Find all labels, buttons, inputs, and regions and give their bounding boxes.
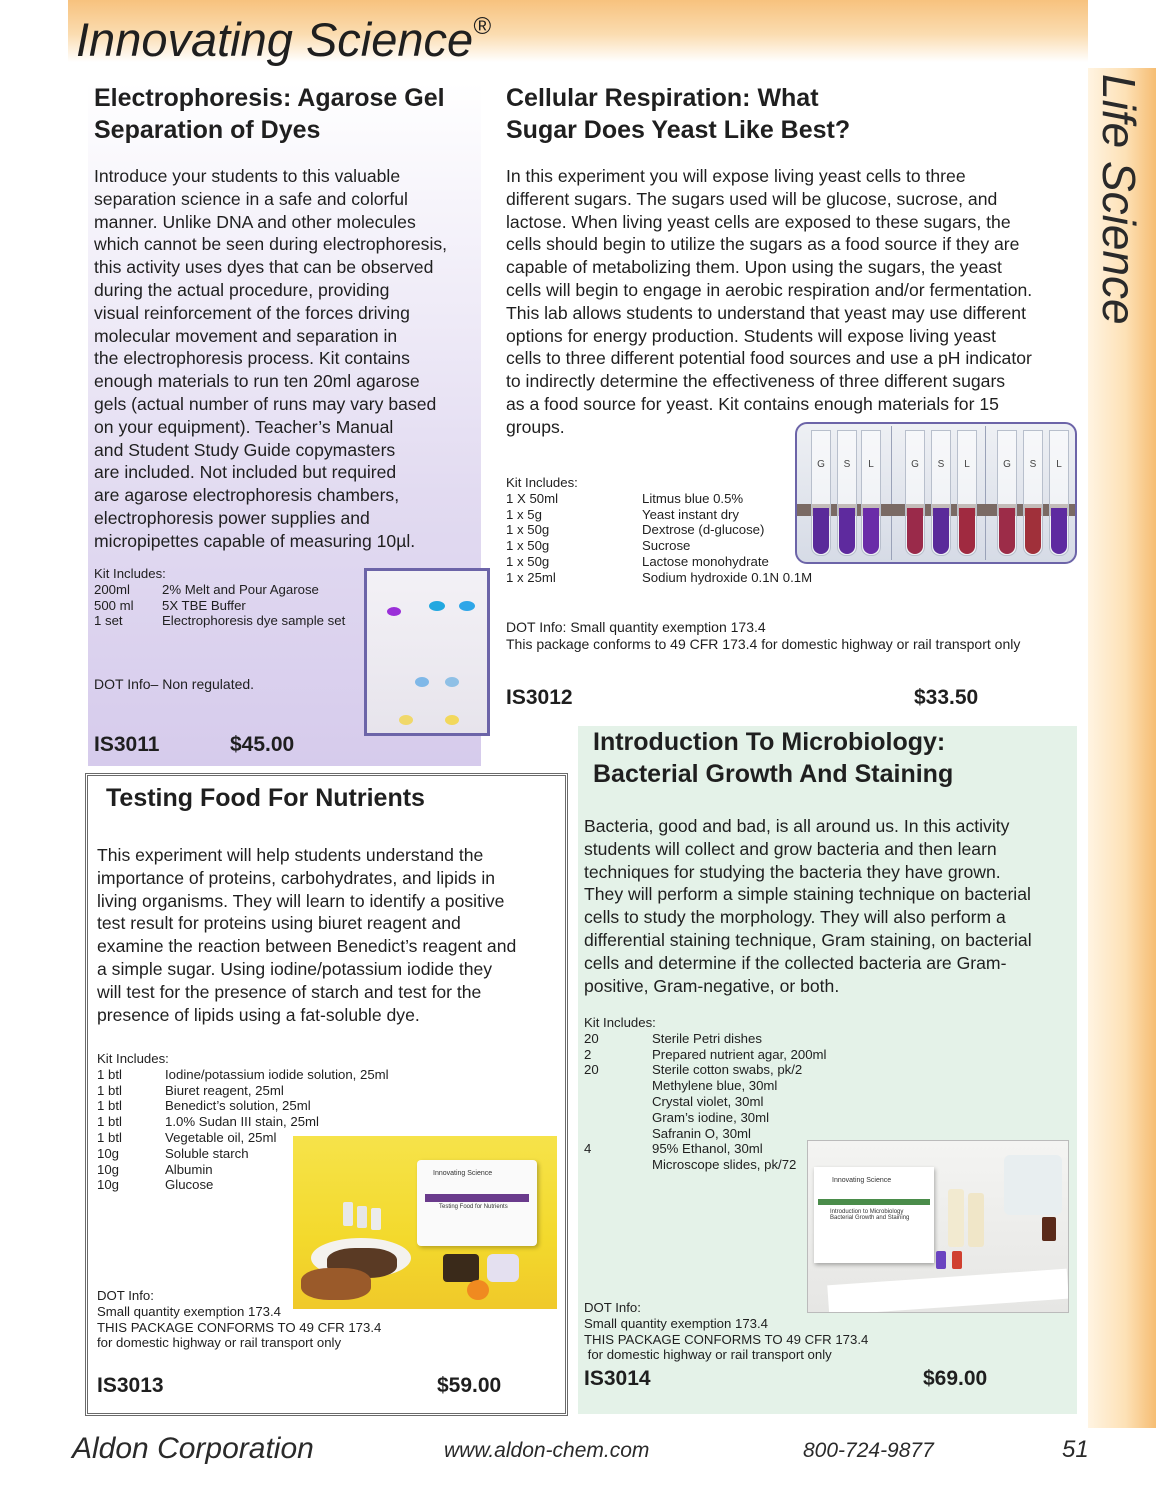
tube-rack-divider <box>891 426 892 560</box>
kit-item-name: Electrophoresis dye sample set <box>162 613 346 629</box>
kit-box-stripe <box>818 1199 930 1205</box>
kit-item-qty: 1 x 50g <box>506 553 550 569</box>
microbiology-code: IS3014 <box>584 1367 651 1390</box>
microbiology-price: $69.00 <box>923 1367 988 1390</box>
kit-item-qty: 1 btl <box>97 1066 122 1082</box>
description-line: will test for the presence of starch and test for the <box>97 981 482 1002</box>
test-tube <box>957 430 977 556</box>
kit-item-qty: 1 btl <box>97 1114 122 1130</box>
kit-item <box>94 582 364 598</box>
kit-item-name: Sucrose <box>642 538 691 554</box>
tube-liquid <box>863 508 879 554</box>
tube-liquid <box>1025 508 1041 554</box>
kit-item <box>506 570 826 586</box>
tube-liquid <box>959 508 975 554</box>
electrophoresis-price: $45.00 <box>230 733 295 756</box>
footer-phone: 800-724-9877 <box>803 1439 934 1462</box>
kit-item-name: 95% Ethanol, 30ml <box>652 1141 763 1157</box>
description-line: are included. Not included but required <box>94 462 397 483</box>
gel-dye-spot <box>429 601 445 611</box>
description-line: cells and determine if the collected bacteria are Gram- <box>584 952 1007 973</box>
description-line: cells should begin to utilize the sugars as a food source if they are <box>506 234 1020 255</box>
description-line: importance of proteins, carbohydrates, and lipids in <box>97 867 496 888</box>
dot-info-line: DOT Info: <box>584 1300 641 1315</box>
yeast-tubes-photo <box>795 422 1077 564</box>
brand-title: Innovating Science® <box>76 13 491 66</box>
kit-item-qty <box>584 1157 652 1173</box>
kit-item-name: Crystal violet, 30ml <box>652 1093 764 1109</box>
description-line: cells to three different potential food sources and use a pH indicator <box>506 348 1032 369</box>
kit-item-name: Sterile cotton swabs, pk/2 <box>652 1062 803 1078</box>
dot-info-line: for domestic highway or rail transport only <box>97 1335 342 1351</box>
description-line: living organisms. They will learn to identify a positive <box>97 890 505 911</box>
respiration-dot-info: DOT Info: Small quantity exemption 173.4 This package conforms to 49 CFR 173.4 for domestic highway or rail transport only <box>506 619 1021 652</box>
kit-item-qty: 1 x 50g <box>506 538 550 554</box>
description-line: manner. Unlike DNA and other molecules <box>94 211 416 232</box>
kit-item-qty: 1 set <box>94 613 123 629</box>
kit-item-name: Biuret reagent, 25ml <box>165 1082 284 1098</box>
electrophoresis-dot-info: DOT Info– Non regulated. <box>94 676 255 692</box>
kit-item-qty: 1 btl <box>97 1098 122 1114</box>
kit-item-name: Sodium hydroxide 0.1N 0.1M <box>642 569 813 585</box>
kit-item-name: Albumin <box>165 1161 213 1177</box>
kit-item-qty: 200ml <box>94 581 130 597</box>
description-line: examine the reaction between Benedict’s reagent and <box>97 936 517 957</box>
tube-label: S <box>1029 459 1037 470</box>
kit-item-qty: 1 btl <box>97 1082 122 1098</box>
kit-item-name: Lactose monohydrate <box>642 553 769 569</box>
tube-label: G <box>1003 459 1011 470</box>
kit-item-qty: 1 btl <box>97 1129 122 1145</box>
tube-liquid <box>839 508 855 554</box>
tube-rack-divider <box>985 426 986 560</box>
description-line: different sugars. The sugars used will be glucose, sucrose, and <box>506 188 998 209</box>
kit-item-name: Yeast instant dry <box>642 506 740 522</box>
kit-item <box>97 1114 397 1130</box>
description-line: differential staining technique, Gram staining, on bacterial <box>584 929 1032 950</box>
nutrients-kit-photo <box>293 1136 557 1309</box>
dot-info-line: THIS PACKAGE CONFORMS TO 49 CFR 173.4 <box>584 1331 869 1347</box>
kit-item-name: Safranin O, 30ml <box>652 1125 751 1141</box>
description-line: options for energy production. Students will expose living yeast <box>506 325 996 346</box>
kit-item <box>584 1126 824 1142</box>
kit-item <box>506 554 826 570</box>
description-line: to indirectly determine the effectiveness of three different sugars <box>506 371 1006 392</box>
description-line: This experiment will help students understand the <box>97 845 484 865</box>
description-line: and Student Study Guide copymasters <box>94 439 396 460</box>
kit-item-qty <box>584 1110 652 1126</box>
description-line: cells to study the morphology. They will also perform a <box>584 907 1006 928</box>
kit-item-name: Dextrose (d-glucose) <box>642 522 765 538</box>
kit-box-title: Testing Food for Nutrients <box>439 1204 508 1210</box>
microbiology-title: Introduction To Microbiology: Bacterial Growth And Staining <box>593 728 954 788</box>
kit-item-qty: 4 <box>584 1141 592 1157</box>
respiration-kit: Kit Includes: 1 X 50ml Litmus blue 0.5% 1 x 5g Yeast instant dry 1 x 50g Dextrose (d-glucose) 1 x 50g Sucrose 1 x 50g Lactose monohydrate 1 x 25ml Sodium hydroxide 0.1N 0.1M <box>506 475 826 586</box>
kit-item-qty: 500 ml <box>94 597 134 613</box>
kit-item-qty: 10g <box>97 1145 120 1161</box>
dropper-bottle <box>357 1206 367 1228</box>
kit-item-qty: 1 x 25ml <box>506 569 556 585</box>
side-tab-label: Life Science <box>1093 74 1145 325</box>
kit-item-name: Benedict’s solution, 25ml <box>165 1098 311 1114</box>
nutrients-dot-info <box>97 1288 381 1351</box>
description-line: as a food source for yeast. Kit contains enough materials for 15 <box>506 393 999 414</box>
dot-info-line: Small quantity exemption 173.4 <box>584 1315 769 1331</box>
dropper-bottle <box>343 1202 353 1226</box>
microbiology-description <box>584 815 1072 997</box>
electrophoresis-kit: Kit Includes: 200ml 2% Melt and Pour Agarose 500 ml 5X TBE Buffer 1 set Electrophoresis dye sample set <box>94 566 364 629</box>
kit-item <box>584 1110 824 1126</box>
respiration-title: Cellular Respiration: What Sugar Does Yeast Like Best? <box>506 84 851 144</box>
microbiology-kit: Kit Includes: 20 Sterile Petri dishes 2 Prepared nutrient agar, 200ml 20 Sterile cotton swabs, pk/2 Methylene blue, 30ml Crystal violet, 30ml Gram’s iodine, 30ml Safranin O, 30ml 4 95% Ethanol, 30ml Microscope slides, pk/72 <box>584 1015 827 1173</box>
dropper-bottle <box>371 1208 381 1230</box>
kit-item-qty: 1 x 5g <box>506 506 542 522</box>
dot-info-line: DOT Info: <box>97 1288 154 1303</box>
kit-item-qty: 1 x 50g <box>506 522 550 538</box>
footer-company: Aldon Corporation <box>72 1432 314 1465</box>
test-tube <box>931 430 951 556</box>
nutrients-code: IS3013 <box>97 1374 164 1397</box>
kit-item <box>506 491 826 507</box>
tube-label: G <box>911 459 919 470</box>
tube-liquid <box>907 508 923 554</box>
stain-bottle <box>1042 1217 1056 1241</box>
gel-dye-spot <box>445 715 459 725</box>
kit-item <box>584 1062 824 1078</box>
electrophoresis-description <box>94 165 478 553</box>
dot-info-line: THIS PACKAGE CONFORMS TO 49 CFR 173.4 <box>97 1319 382 1335</box>
description-line: gels (actual number of runs may vary based <box>94 393 437 414</box>
agar-bottle <box>968 1193 984 1247</box>
kit-item <box>506 522 826 538</box>
kit-item <box>94 613 364 629</box>
tube-label: L <box>1056 459 1062 470</box>
description-line: this activity uses dyes that can be observed <box>94 257 434 278</box>
description-line: positive, Gram-negative, or both. <box>584 975 840 996</box>
stain-bottle <box>952 1251 962 1269</box>
test-tube <box>997 430 1017 556</box>
tube-label: L <box>964 459 970 470</box>
tube-label: L <box>868 459 874 470</box>
description-line: groups. <box>506 416 565 437</box>
nutrients-kit: Kit Includes: 1 btl Iodine/potassium iodide solution, 25ml 1 btl Biuret reagent, 25ml 1 btl Benedict’s solution, 25ml 1 btl 1.0% Sudan III stain, 25ml 1 btl Vegetable oil, 25ml 10g Soluble starch 10g Albumin 10g Glucose <box>97 1051 397 1193</box>
gel-dye-spot <box>459 601 475 611</box>
kit-item-qty: 20 <box>584 1030 599 1046</box>
respiration-description <box>506 165 1076 439</box>
microbiology-kit-photo <box>807 1140 1069 1313</box>
gel-dye-spot <box>399 715 413 725</box>
description-line: are agarose electrophoresis chambers, <box>94 485 400 506</box>
description-line: students will collect and grow bacteria and then learn <box>584 838 997 859</box>
kit-item-name: Glucose <box>165 1177 214 1193</box>
kit-box <box>814 1167 934 1263</box>
gel-photo <box>364 568 490 736</box>
kit-item <box>584 1094 824 1110</box>
gel-dye-spot <box>445 677 459 687</box>
nutrients-description <box>97 844 559 1026</box>
kit-item <box>97 1083 397 1099</box>
kit-item-name: Soluble starch <box>165 1145 249 1161</box>
kit-box-brand: Innovating Science <box>433 1170 493 1177</box>
tube-label: G <box>817 459 825 470</box>
kit-item-name: 5X TBE Buffer <box>162 597 246 613</box>
description-line: test result for proteins using biuret reagent and <box>97 913 461 934</box>
page-number: 51 <box>1062 1436 1089 1463</box>
description-line: which cannot be seen during electrophoresis, <box>94 234 448 255</box>
description-line: micropipettes capable of measuring 10µl. <box>94 530 416 551</box>
test-tube <box>811 430 831 556</box>
kit-item <box>506 538 826 554</box>
test-tube <box>861 430 881 556</box>
agar-bottle <box>948 1189 964 1247</box>
kit-item-qty: 2 <box>584 1046 592 1062</box>
kit-item-qty: 10g <box>97 1177 120 1193</box>
kit-item-qty: 1 X 50ml <box>506 490 559 506</box>
tube-liquid <box>999 508 1015 554</box>
test-tube <box>1049 430 1069 556</box>
description-line: lactose. When living yeast cells are exposed to these sugars, the <box>506 211 1011 232</box>
kit-item <box>584 1031 824 1047</box>
kit-item <box>584 1046 827 1063</box>
tube-label: S <box>843 459 851 470</box>
orange <box>467 1280 489 1300</box>
respiration-price: $33.50 <box>914 686 979 709</box>
microbiology-dot-info <box>584 1300 868 1363</box>
respiration-code: IS3012 <box>506 686 573 709</box>
kit-item <box>94 598 364 614</box>
kit-item <box>506 507 826 523</box>
kit-item-name: 1.0% Sudan III stain, 25ml <box>165 1114 319 1130</box>
test-tube <box>837 430 857 556</box>
description-line: the electrophoresis process. Kit contains <box>94 348 410 369</box>
kit-item-qty: 20 <box>584 1062 599 1078</box>
description-line: capable of metabolizing them. Upon using the sugars, the yeast <box>506 257 1002 278</box>
gel-dye-spot <box>415 677 429 687</box>
description-line: separation science in a safe and colorful <box>94 188 408 209</box>
dot-info-line: Small quantity exemption 173.4 <box>97 1303 282 1319</box>
kit-box-title: Introduction to Microbiology Bacterial Growth and Staining <box>830 1209 910 1221</box>
description-line: visual reinforcement of the forces driving <box>94 302 410 323</box>
kit-item-name: Microscope slides, pk/72 <box>652 1157 797 1173</box>
kit-item-name: Sterile Petri dishes <box>652 1030 762 1046</box>
description-line: This lab allows students to understand that yeast may use different <box>506 302 1026 323</box>
kit-item <box>97 1098 397 1114</box>
description-line: on your equipment). Teacher’s Manual <box>94 416 394 437</box>
kit-item <box>584 1157 824 1173</box>
kit-item <box>97 1067 397 1083</box>
gel-dye-spot <box>387 607 401 616</box>
kit-item-name: 2% Melt and Pour Agarose <box>162 581 319 597</box>
kit-item-name: Prepared nutrient agar, 200ml <box>652 1046 827 1062</box>
kit-item <box>584 1141 824 1157</box>
nutrients-price: $59.00 <box>437 1374 502 1397</box>
description-line: Bacteria, good and bad, is all around us. In this activity <box>584 816 1010 836</box>
description-line: molecular movement and separation in <box>94 325 398 346</box>
description-line: enough materials to run ten 20ml agarose <box>94 371 420 392</box>
jar <box>443 1254 479 1282</box>
test-tube <box>905 430 925 556</box>
nutrients-title: Testing Food For Nutrients <box>106 784 425 812</box>
description-line: presence of lipids using a fat-soluble dye. <box>97 1004 420 1025</box>
tube-liquid <box>813 508 829 554</box>
electrophoresis-title: Electrophoresis: Agarose Gel Separation of Dyes <box>94 84 445 144</box>
description-line: cells will begin to engage in aerobic respiration and/or fermentation. <box>506 279 1033 300</box>
kit-box-brand: Innovating Science <box>832 1177 892 1184</box>
petri-dish-stack <box>1004 1155 1062 1215</box>
description-line: techniques for studying the bacteria they have grown. <box>584 861 1001 882</box>
description-line: electrophoresis power supplies and <box>94 507 370 528</box>
kit-box <box>417 1160 537 1246</box>
electrophoresis-code: IS3011 <box>94 733 160 756</box>
kit-item-name: Litmus blue 0.5% <box>642 490 744 506</box>
description-line: They will perform a simple staining technique on bacterial <box>584 884 1031 905</box>
kit-item-name: Iodine/potassium iodide solution, 25ml <box>165 1066 389 1082</box>
description-line: a simple sugar. Using iodine/potassium iodide they <box>97 958 493 979</box>
footer-website[interactable]: www.aldon-chem.com <box>444 1439 650 1462</box>
description-line: during the actual procedure, providing <box>94 279 390 300</box>
kit-item-qty <box>584 1094 652 1110</box>
tube-liquid <box>933 508 949 554</box>
kit-box-stripe <box>425 1194 529 1202</box>
description-line: In this experiment you will expose living yeast cells to three <box>506 166 966 186</box>
tube-liquid <box>1051 508 1067 554</box>
dot-info-line: for domestic highway or rail transport only <box>584 1347 832 1363</box>
kit-item-qty: 10g <box>97 1161 120 1177</box>
description-line: Introduce your students to this valuable <box>94 166 401 186</box>
test-tube <box>1023 430 1043 556</box>
cup <box>487 1254 519 1282</box>
stain-bottle <box>936 1251 946 1269</box>
kit-item-name: Gram’s iodine, 30ml <box>652 1109 770 1125</box>
tube-label: S <box>937 459 945 470</box>
kit-item-name: Vegetable oil, 25ml <box>165 1129 277 1145</box>
kit-item-qty <box>584 1126 652 1142</box>
kit-item-qty <box>584 1078 652 1094</box>
kit-item-name: Methylene blue, 30ml <box>652 1078 778 1094</box>
kit-item <box>584 1078 824 1094</box>
